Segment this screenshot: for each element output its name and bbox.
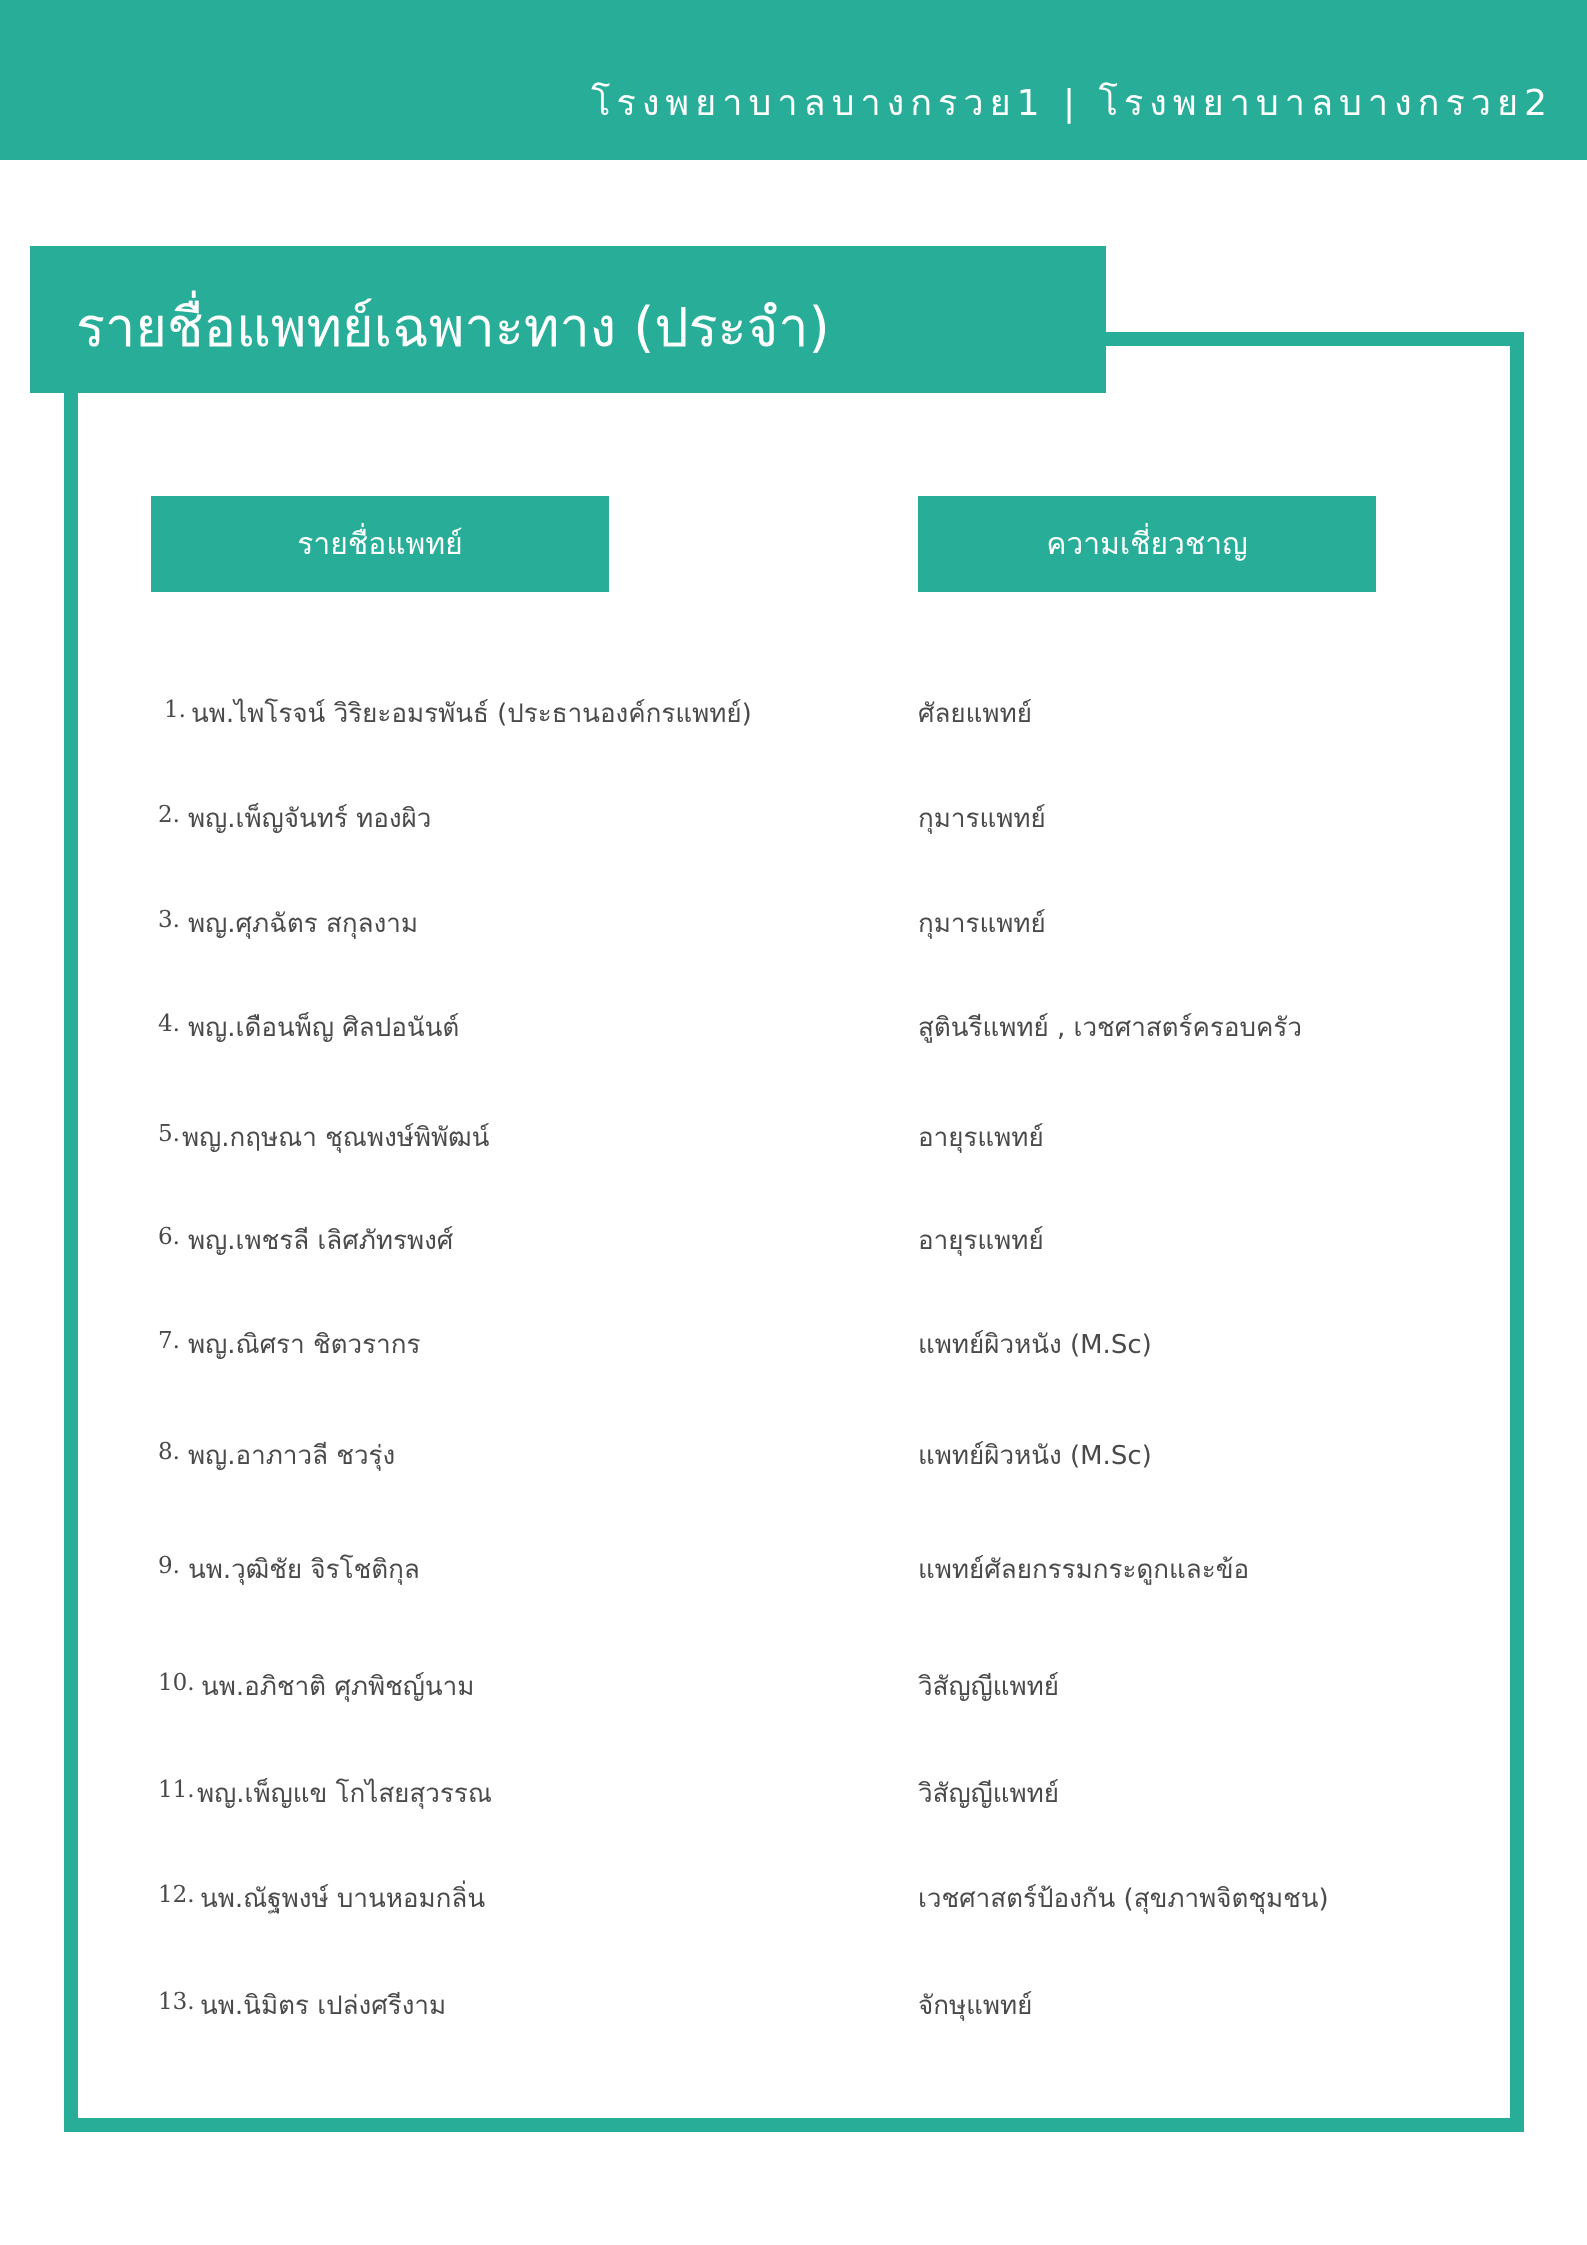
- doctor-name: พญ.กฤษณา ชุณพงษ์พิพัฒน์: [182, 1123, 490, 1153]
- doctor-specialty: วิสัญญีแพทย์: [918, 1672, 1060, 1702]
- doctor-specialty: สูตินรีแพทย์ , เวชศาสตร์ครอบครัว: [918, 1013, 1302, 1043]
- row-number: 6.: [158, 1224, 180, 1250]
- row-number: 11.: [158, 1777, 195, 1803]
- doctor-specialty: อายุรแพทย์: [918, 1123, 1044, 1153]
- doctor-name: พญ.ศุภฉัตร สกุลงาม: [188, 909, 419, 939]
- doctor-specialty: กุมารแพทย์: [918, 804, 1046, 834]
- doctor-name: พญ.เพ็ญแข โกไสยสุวรรณ: [197, 1779, 492, 1809]
- row-number: 7.: [158, 1328, 180, 1354]
- row-number: 4.: [158, 1011, 180, 1037]
- hospital-names: โรงพยาบาลบางกรวย1 | โรงพยาบาลบางกรวย2: [591, 83, 1553, 124]
- row-number: 8.: [158, 1439, 180, 1465]
- doctor-name: นพ.ณัฐพงษ์ บานหอมกลิ่น: [200, 1884, 486, 1914]
- row-number: 13.: [158, 1989, 195, 2015]
- doctor-specialty: แพทย์ศัลยกรรมกระดูกและข้อ: [918, 1555, 1250, 1585]
- doctor-specialty: กุมารแพทย์: [918, 909, 1046, 939]
- doctor-name: พญ.เดือนพ็ญ ศิลปอนันต์: [188, 1013, 460, 1043]
- doctor-name: นพ.อภิชาติ ศุภพิชญ์นาม: [201, 1672, 475, 1702]
- doctor-name: นพ.วุฒิชัย จิรโชติกุล: [188, 1555, 420, 1585]
- row-number: 5.: [158, 1121, 180, 1147]
- row-number: 3.: [158, 907, 180, 933]
- row-number: 2.: [158, 802, 180, 828]
- doctor-name: นพ.นิมิตร เปล่งศรีงาม: [200, 1991, 447, 2021]
- page-title: รายชื่อแพทย์เฉพาะทาง (ประจำ): [76, 296, 830, 359]
- doctor-name: นพ.ไพโรจน์ วิริยะอมรพันธ์ (ประธานองค์กรแพทย์): [191, 699, 752, 729]
- row-number: 10.: [158, 1670, 195, 1696]
- row-number: 12.: [158, 1882, 195, 1908]
- doctor-name: พญ.ณิศรา ชิตวรากร: [188, 1330, 421, 1360]
- column-header-specialty: ความเชี่ยวชาญ: [918, 496, 1376, 592]
- doctor-name: พญ.อาภาวลี ชวรุ่ง: [188, 1441, 396, 1471]
- doctor-specialty: จักษุแพทย์: [918, 1991, 1033, 2021]
- row-number: 9.: [158, 1553, 180, 1579]
- doctor-name: พญ.เพชรลี เลิศภัทรพงศ์: [188, 1226, 454, 1256]
- doctor-specialty: ศัลยแพทย์: [918, 699, 1032, 729]
- doctor-specialty: เวชศาสตร์ป้องกัน (สุขภาพจิตชุมชน): [918, 1884, 1329, 1914]
- doctor-name: พญ.เพ็ญจันทร์ ทองผิว: [188, 804, 432, 834]
- doctor-specialty: อายุรแพทย์: [918, 1226, 1044, 1256]
- title-banner: [30, 246, 1106, 393]
- doctor-specialty: แพทย์ผิวหนัง (M.Sc): [918, 1330, 1152, 1360]
- row-number: 1.: [164, 697, 186, 723]
- header-bar: [0, 0, 1587, 160]
- doctor-specialty: วิสัญญีแพทย์: [918, 1779, 1060, 1809]
- doctor-specialty: แพทย์ผิวหนัง (M.Sc): [918, 1441, 1152, 1471]
- column-header-names: รายชื่อแพทย์: [151, 496, 609, 592]
